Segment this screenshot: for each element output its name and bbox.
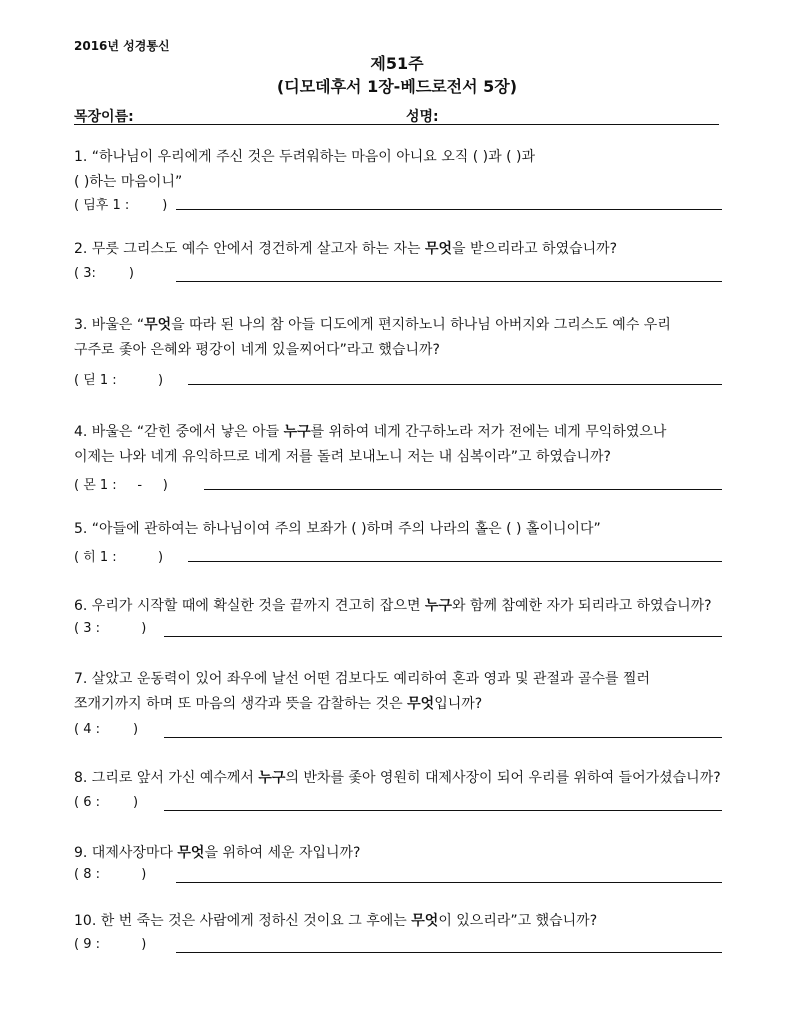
bible-reference: ( 히 1 : ) xyxy=(74,550,164,565)
question-text: 3. 바울은 “ xyxy=(74,317,145,333)
question-text-line xyxy=(74,145,734,170)
question-text: 10. 한 번 죽는 것은 사람에게 정하신 것이요 그 후에는 xyxy=(74,913,412,929)
question-text-line xyxy=(74,766,734,791)
question-text-line xyxy=(74,667,734,692)
bible-reference: ( 3: ) xyxy=(74,266,134,281)
answer-line[interactable] xyxy=(188,561,722,562)
question-text-line xyxy=(74,338,734,363)
question-text: 8. 그리로 앞서 가신 예수께서 xyxy=(74,770,259,786)
question-text: 를 위하여 네게 간구하노라 저가 전에는 네게 무익하였으나 xyxy=(310,424,667,440)
answer-row-2[interactable] xyxy=(74,266,722,286)
question-text: 1. “하나님이 우리에게 주신 것은 두려워하는 마음이 아니요 오직 ( )과 ( )과 xyxy=(74,149,536,165)
question-text: 4. 바울은 “갇힌 중에서 낳은 아들 xyxy=(74,424,284,440)
question-text-line xyxy=(74,841,734,866)
answer-row-3[interactable] xyxy=(74,369,722,389)
answer-line[interactable] xyxy=(204,489,722,490)
question-text: 이 있으리라”고 했습니까? xyxy=(438,913,598,929)
question-keyword: 누구 xyxy=(258,770,286,786)
question-text: 5. “아들에 관하여는 하나님이여 주의 보좌가 ( )하며 주의 나라의 홀은 ( ) 홀이니이다” xyxy=(74,521,601,537)
question-keyword: 무엇 xyxy=(144,317,172,333)
question-3 xyxy=(74,313,734,363)
question-text-line xyxy=(74,237,734,262)
parish-name-label: 목장이름: xyxy=(74,109,134,125)
answer-line[interactable] xyxy=(176,281,722,282)
answer-line[interactable] xyxy=(164,810,722,811)
answer-row-1[interactable] xyxy=(74,194,722,214)
question-text: 와 함께 참예한 자가 되리라고 하였습니까? xyxy=(452,598,712,614)
bible-reference: ( 6 : ) xyxy=(74,795,139,810)
answer-row-9[interactable] xyxy=(74,867,722,887)
question-keyword: 누구 xyxy=(283,424,311,440)
question-text: 6. 우리가 시작할 때에 확실한 것을 끝까지 견고히 잡으면 xyxy=(74,598,425,614)
answer-row-10[interactable] xyxy=(74,937,722,957)
question-keyword: 무엇 xyxy=(411,913,439,929)
bible-reference: ( 8 : ) xyxy=(74,867,147,882)
question-text-line xyxy=(74,445,734,470)
question-text: 이제는 나와 네게 유익하므로 네게 저를 돌려 보내노니 저는 내 심복이라”고 하였습니까? xyxy=(74,449,611,465)
question-7 xyxy=(74,667,734,717)
answer-row-8[interactable] xyxy=(74,795,722,815)
person-name-label: 성명: xyxy=(406,109,439,125)
question-5 xyxy=(74,517,734,542)
question-text: 쪼개기까지 하며 또 마음의 생각과 뜻을 감찰하는 것은 xyxy=(74,696,408,712)
question-2 xyxy=(74,237,734,262)
answer-line[interactable] xyxy=(176,882,722,883)
answer-line[interactable] xyxy=(188,384,722,385)
bible-reference: ( 3 : ) xyxy=(74,621,147,636)
scripture-range-title: (디모데후서 1장-베드로전서 5장) xyxy=(276,77,518,96)
question-text: ( )하는 마음이니” xyxy=(74,174,183,190)
question-keyword: 무엇 xyxy=(424,241,452,257)
answer-row-6[interactable] xyxy=(74,621,722,641)
question-4 xyxy=(74,420,734,470)
answer-line[interactable] xyxy=(164,737,722,738)
question-text-line xyxy=(74,313,734,338)
question-text: 을 위하여 세운 자입니까? xyxy=(204,845,361,861)
question-keyword: 무엇 xyxy=(407,696,435,712)
question-text-line xyxy=(74,170,734,195)
question-text-line xyxy=(74,420,734,445)
name-row[interactable] xyxy=(74,106,719,125)
bible-reference: ( 딤후 1 : ) xyxy=(74,198,168,213)
answer-line[interactable] xyxy=(176,209,722,210)
question-text: 입니까? xyxy=(434,696,483,712)
week-title: 제51주 xyxy=(370,54,424,73)
question-8 xyxy=(74,766,734,791)
answer-line[interactable] xyxy=(164,636,722,637)
question-1 xyxy=(74,145,734,195)
question-text: 9. 대제사장마다 xyxy=(74,845,178,861)
question-keyword: 누구 xyxy=(424,598,452,614)
bible-reference: ( 몬 1 : - ) xyxy=(74,478,168,493)
question-text: 을 받으리라고 하였습니까? xyxy=(452,241,618,257)
question-6 xyxy=(74,594,734,619)
question-text-line xyxy=(74,517,734,542)
question-text-line xyxy=(74,909,734,934)
answer-row-4[interactable] xyxy=(74,474,722,494)
question-text: 을 따라 된 나의 참 아들 디도에게 편지하노니 하나님 아버지와 그리스도 예수 우리 xyxy=(171,317,671,333)
question-keyword: 무엇 xyxy=(177,845,205,861)
question-10 xyxy=(74,909,734,934)
bible-reference: ( 딛 1 : ) xyxy=(74,373,164,388)
question-9 xyxy=(74,841,734,866)
question-text: 2. 무릇 그리스도 예수 안에서 경건하게 살고자 하는 자는 xyxy=(74,241,425,257)
question-text: 구주로 좇아 은혜와 평강이 네게 있을찌어다”라고 했습니까? xyxy=(74,342,440,358)
answer-line[interactable] xyxy=(176,952,722,953)
question-text: 의 반차를 좇아 영원히 대제사장이 되어 우리를 위하여 들어가셨습니까? xyxy=(285,770,721,786)
bible-reference: ( 9 : ) xyxy=(74,937,147,952)
bible-reference: ( 4 : ) xyxy=(74,722,139,737)
question-text: 7. 살았고 운동력이 있어 좌우에 날선 어떤 검보다도 예리하여 혼과 영과 및 관절과 골수를 찔러 xyxy=(74,671,651,687)
answer-row-5[interactable] xyxy=(74,546,722,566)
answer-row-7[interactable] xyxy=(74,722,722,742)
question-text-line xyxy=(74,692,734,717)
question-text-line xyxy=(74,594,734,619)
worksheet-year-label: 2016년 성경통신 xyxy=(74,39,170,53)
